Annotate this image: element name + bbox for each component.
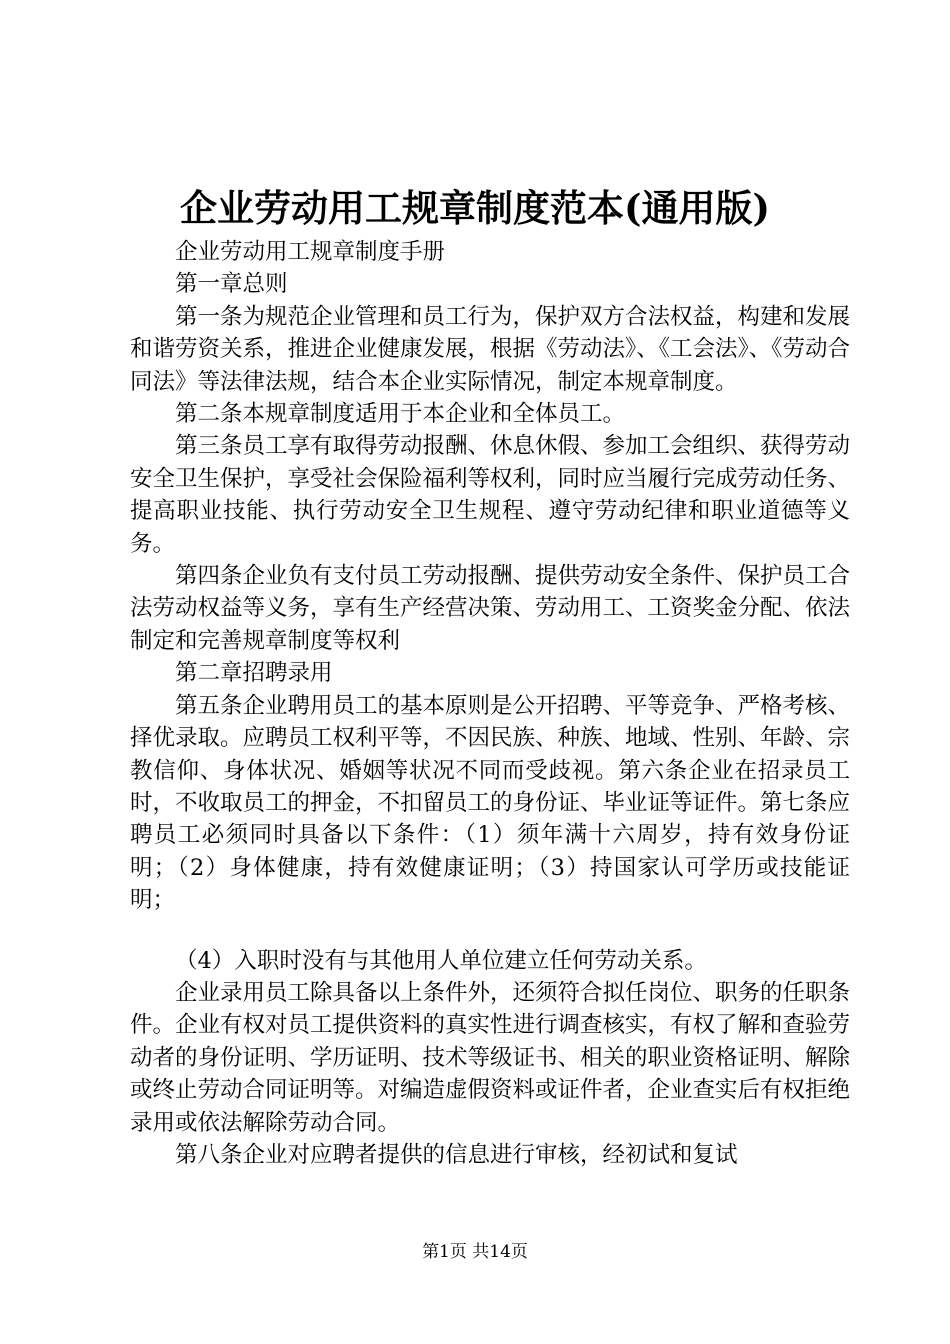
paragraph: 企业劳动用工规章制度手册 [175, 239, 446, 265]
paragraph: 第五条企业聘用员工的基本原则是公开招聘、平等竞争、严格考核、择优录取。应聘员工权利平等，不因民族、种族、地域、性别、年龄、宗教信仰、身体状况、婚姻等状况不同而受歧视。第六条企业在招录员工时，不收取员工的押金，不扣留员工的身份证、毕业证等证件。第七条应聘员工必须同时具备以下条件：（1）须年满十六周岁，持有效身份证明；（2）身体健康，持有效健康证明；（3）持国家认可学历或技能证明； [130, 692, 851, 914]
paragraph: 第四条企业负有支付员工劳动报酬、提供劳动安全条件、保护员工合法劳动权益等义务，享有生产经营决策、劳动用工、工资奖金分配、依法制定和完善规章制度等权利 [130, 563, 851, 654]
document-title: 企业劳动用工规章制度范本(通用版) [179, 186, 770, 230]
paragraph: 第三条员工享有取得劳动报酬、休息休假、参加工会组织、获得劳动安全卫生保护，享受社会保险福利等权利，同时应当履行完成劳动任务、提高职业技能、执行劳动安全卫生规程、遵守劳动纪律和职业道德等义务。 [130, 433, 851, 557]
paragraph: 第二条本规章制度适用于本企业和全体员工。 [175, 401, 626, 428]
paragraph: 企业录用员工除具备以上条件外，还须符合拟任岗位、职务的任职条件。企业有权对员工提供资料的真实性进行调查核实，有权了解和查验劳动者的身份证明、学历证明、技术等级证书、相关的职业资格证明、解除或终止劳动合同证明等。对编造虚假资料或证件者，企业查实后有权拒绝录用或依法解除劳动合同。 [130, 979, 851, 1136]
page-footer: 第1页 共14页 [422, 1242, 528, 1262]
document-body [130, 236, 850, 1171]
paragraph: 第一条为规范企业管理和员工行为，保护双方合法权益，构建和发展和谐劳资关系，推进企业健康发展，根据《劳动法》、《工会法》、《劳动合同法》等法律法规，结合本企业实际情况，制定本规章制度。 [130, 303, 851, 395]
chapter-heading: 第一章总则 [175, 271, 288, 298]
paragraph: 第八条企业对应聘者提供的信息进行审核，经初试和复试 [175, 1141, 738, 1168]
chapter-heading: 第二章招聘录用 [175, 660, 333, 687]
paragraph: （4）入职时没有与其他用人单位建立任何劳动关系。 [175, 947, 707, 974]
